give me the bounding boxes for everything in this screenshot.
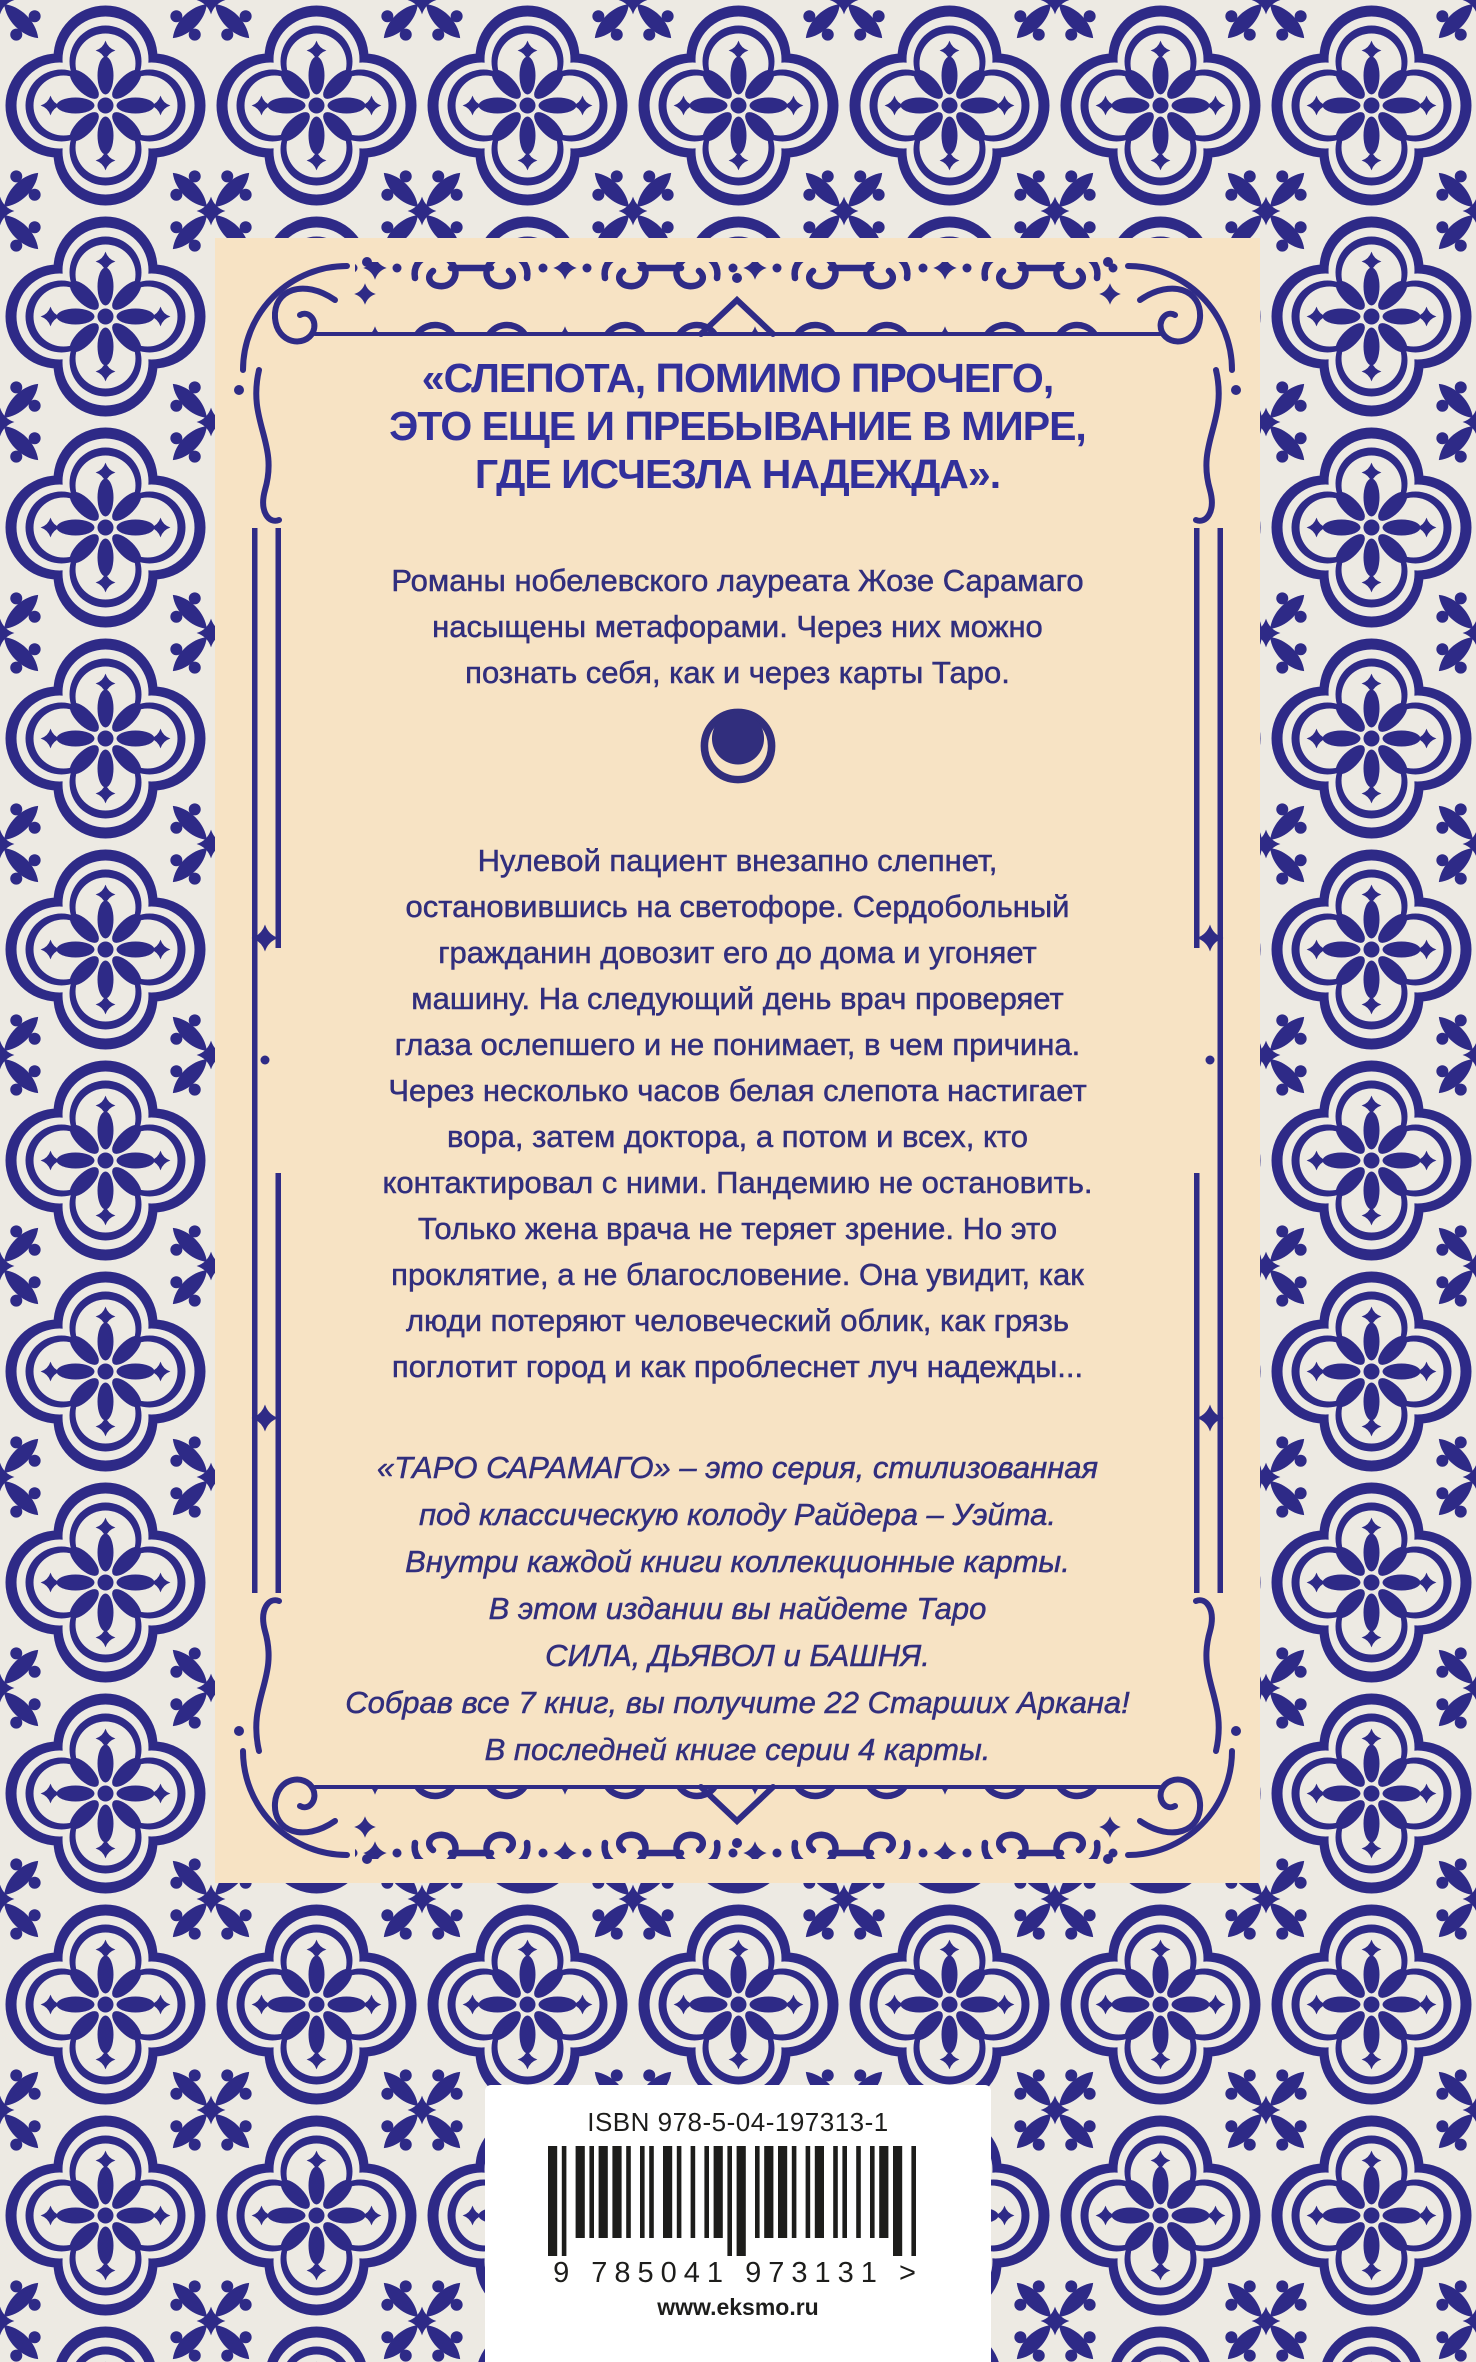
synopsis-line: гражданин довозит его до дома и угоняет [438, 935, 1037, 970]
series-description [257, 1444, 1218, 1773]
barcode-icon [538, 2146, 938, 2258]
back-cover-panel [215, 238, 1260, 1883]
series-line: Внутри каждой книги коллекционные карты. [405, 1544, 1070, 1579]
series-line: В последней книге серии 4 карты. [484, 1732, 991, 1767]
synopsis-line: машину. На следующий день врач проверяет [411, 981, 1064, 1016]
synopsis-line: вора, затем доктора, а потом и всех, кто [447, 1119, 1028, 1154]
synopsis-line: контактировал с ними. Пандемию не остановить. [382, 1165, 1093, 1200]
synopsis-line: поглотит город и как проблеснет луч надежды... [391, 1349, 1084, 1384]
author-intro [257, 558, 1218, 696]
intro-line: Романы нобелевского лауреата Жозе Сарамаго [391, 563, 1084, 598]
isbn-label: ISBN 978-5-04-197313-1 [587, 2107, 889, 2137]
headline-quote [257, 354, 1218, 498]
series-line: под классическую колоду Райдера – Уэйта. [418, 1497, 1057, 1532]
website-url: www.eksmo.ru [657, 2294, 819, 2320]
series-line: «ТАРО САРАМАГО» – это серия, стилизованная [376, 1450, 1099, 1485]
synopsis-line: остановившись на светофоре. Сердобольный [405, 889, 1070, 924]
series-line: Собрав все 7 книг, вы получите 22 Старших Аркана! [345, 1685, 1130, 1720]
synopsis [257, 838, 1218, 1390]
quote-line: ГДЕ ИСЧЕЗЛА НАДЕЖДА». [474, 451, 1001, 497]
series-line: СИЛА, ДЬЯВОЛ и БАШНЯ. [545, 1638, 930, 1673]
synopsis-line: люди потеряют человеческий облик, как грязь [405, 1303, 1070, 1338]
synopsis-line: проклятие, а не благословение. Она увидит, как [391, 1257, 1084, 1292]
synopsis-line: глаза ослепшего и не понимает, в чем причина. [394, 1027, 1081, 1062]
intro-line: насыщены метафорами. Через них можно [432, 609, 1043, 644]
intro-line: познать себя, как и через карты Таро. [465, 655, 1010, 690]
synopsis-line: Только жена врача не теряет зрение. Но это [417, 1211, 1058, 1246]
barcode-panel [485, 2085, 991, 2362]
quote-line: ЭТО ЕЩЕ И ПРЕБЫВАНИЕ В МИРЕ, [389, 403, 1086, 449]
quote-line: «СЛЕПОТА, ПОМИМО ПРОЧЕГО, [421, 355, 1054, 401]
series-line: В этом издании вы найдете Таро [488, 1591, 987, 1626]
synopsis-line: Через несколько часов белая слепота настигает [388, 1073, 1087, 1108]
barcode-digits: 9 785041 973131 > [553, 2257, 923, 2289]
crescent-moon-icon [215, 704, 1260, 793]
synopsis-line: Нулевой пациент внезапно слепнет, [477, 843, 998, 878]
